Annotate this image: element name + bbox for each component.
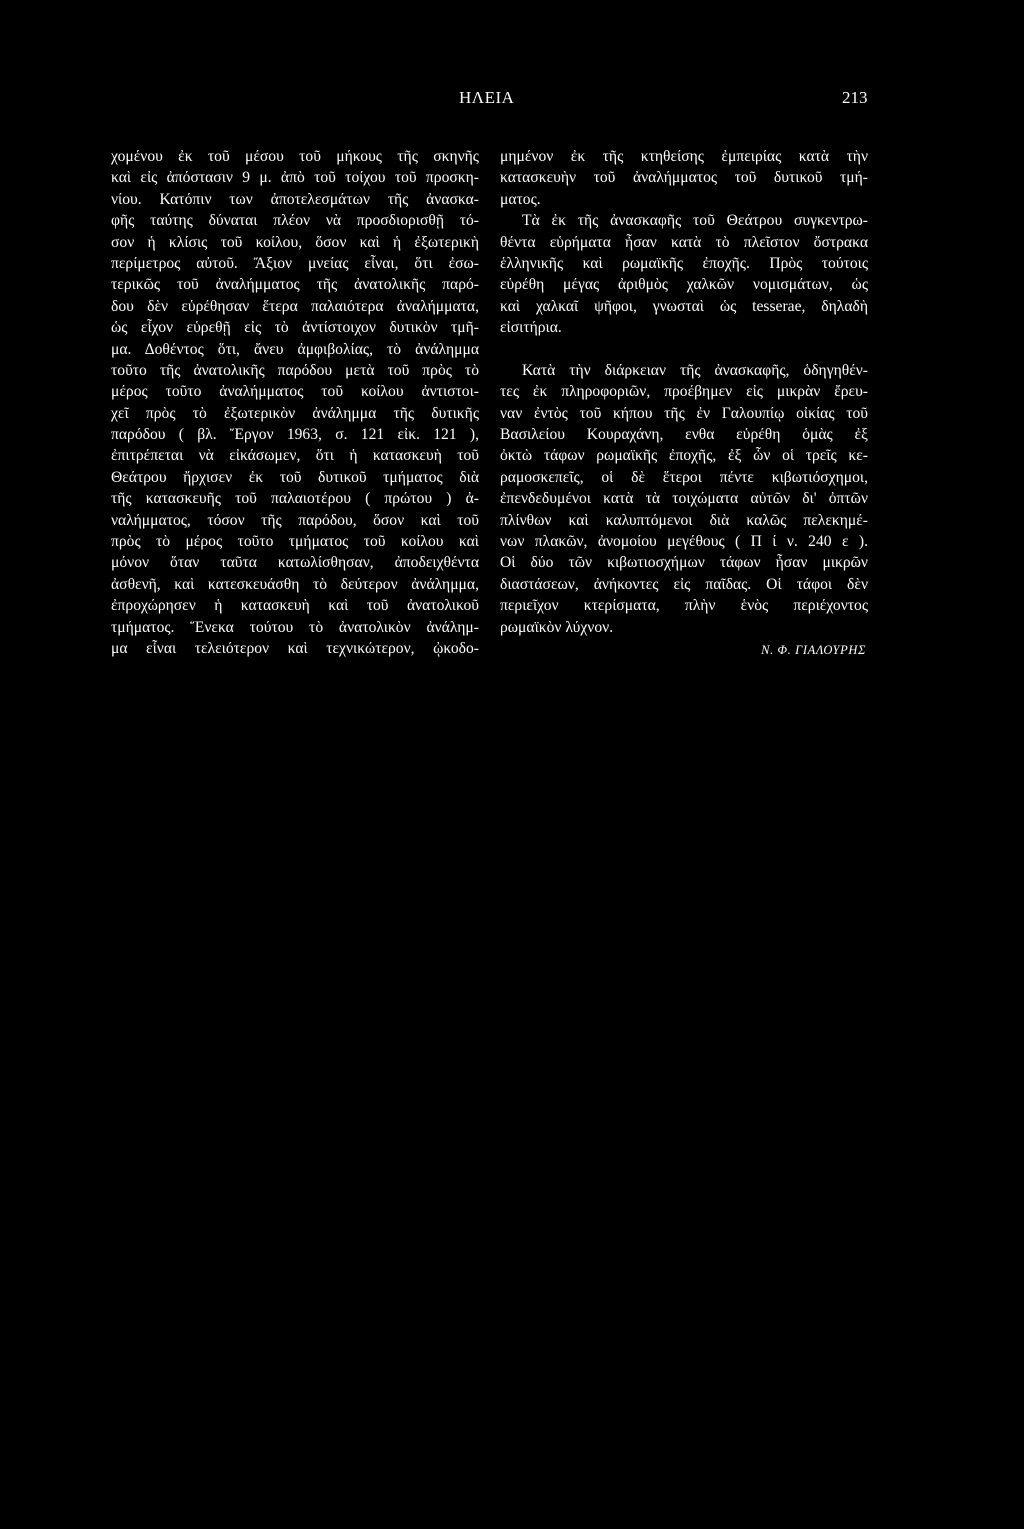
text-line: ὀκτὼ τάφων ρωμαϊκῆς ἐποχῆς, ἐξ ὧν οἱ τρεῖς κε-	[500, 447, 868, 465]
text-line: περιεῖχον κτερίσματα, πλὴν ἑνὸς περιέχοντος	[500, 597, 868, 615]
text-line: ἐπενδεδυμένοι κατὰ τὰ τοιχώματα αὐτῶν δι' ὀπτῶν	[500, 490, 868, 508]
text-line: μημένον ἐκ τῆς κτηθείσης ἐμπειρίας κατὰ τὴν	[500, 148, 868, 165]
text-line: θέντα εὑρήματα ἦσαν κατὰ τὸ πλεῖστον ὄστρακα	[500, 233, 868, 251]
text-line: ὡς εἶχον εὑρεθῇ εἰς τὸ ἀντίστοιχον δυτικὸν τμῆ-	[111, 319, 479, 337]
text-line: ματος.	[500, 190, 541, 208]
text-line: παρόδου ( βλ. Ἔργον 1963, σ. 121 εἰκ. 121 ),	[111, 426, 479, 444]
text-line: τῆς κατασκευῆς τοῦ παλαιοτέρου ( πρώτου ) ἀ-	[111, 490, 479, 508]
paragraph	[500, 210, 868, 338]
text-line: τερικῶς τοῦ ἀναλήμματος τῆς ἀνατολικῆς παρό-	[111, 276, 479, 294]
text-line: Κατὰ τὴν διάρκειαν τῆς ἀνασκαφῆς, ὁδηγηθέν-	[522, 361, 868, 379]
text-line: περίμετρος αὐτοῦ. Ἄξιον μνείας εἶναι, ὅτι ἐσω-	[111, 254, 479, 272]
text-line: πλίνθων καὶ καλυπτόμενοι διὰ καλῶς πελεκημέ-	[500, 511, 868, 529]
text-line: μέρος τοῦτο ἀναλήμματος τοῦ κοίλου ἀντιστοι-	[111, 383, 479, 401]
text-line: πρὸς τὸ μέρος τοῦτο τμήματος τοῦ κοίλου καὶ	[111, 533, 479, 551]
text-line: χομένου ἐκ τοῦ μέσου τοῦ μήκους τῆς σκηνῆς	[111, 148, 479, 165]
paragraph	[500, 146, 868, 210]
paragraph	[500, 360, 868, 638]
text-line: ρωμαϊκὸν λύχνον.	[500, 618, 614, 636]
text-line: ναν ἐντὸς τοῦ κήπου τῆς ἐν Γαλουπίῳ οἰκίας τοῦ	[500, 404, 868, 422]
text-line: φῆς ταύτης δύναται πλέον νὰ προσδιορισθῇ τό-	[111, 212, 479, 230]
text-line: Οἱ δύο τῶν κιβωτιοσχήμων τάφων ἦσαν μικρῶν	[500, 554, 868, 572]
text-line: καὶ χαλκαῖ ψῆφοι, γνωσταὶ ὡς tesserae, δηλαδὴ	[500, 297, 868, 315]
page-number: 213	[842, 88, 868, 107]
running-head	[0, 88, 1024, 112]
text-line: τες ἐκ πληροφοριῶν, προέβημεν εἰς μικρὰν ἔρευ-	[500, 383, 868, 401]
text-line: ἐπιτρέπεται νὰ εἰκάσωμεν, ὅτι ἡ κατασκευὴ τοῦ	[111, 447, 479, 465]
text-line: εἰσιτήρια.	[500, 319, 562, 337]
text-line: καὶ εἰς ἀπόστασιν 9 μ. ἀπὸ τοῦ τοίχου τοῦ προσκη-	[111, 169, 479, 187]
text-line: τοῦτο τῆς ἀνατολικῆς παρόδου μετὰ τοῦ πρὸς τὸ	[111, 361, 479, 379]
text-line: σον ἡ κλίσις τοῦ κοίλου, ὅσον καὶ ἡ ἐξωτερικὴ	[111, 233, 479, 251]
text-line: Βασιλείου Κουραχάνη, ενθα εὑρέθη ὁμὰς ἐξ	[500, 426, 868, 444]
text-line: ραμοσκεπεῖς, οἱ δὲ ἕτεροι πέντε κιβωτιόσχημοι,	[500, 468, 868, 486]
author-signature: Ν. Φ. ΓΙΑΛΟΥΡΗΣ	[761, 642, 866, 657]
text-line: χεῖ πρὸς τὸ ἐξωτερικὸν ἀνάλημμα τῆς δυτικῆς	[111, 404, 479, 422]
text-line: νων πλακῶν, ἀνομοίου μεγέθους ( Π ί ν. 240 ε ).	[500, 533, 868, 551]
text-line: Τὰ ἐκ τῆς ἀνασκαφῆς τοῦ Θεάτρου συγκεντρω-	[522, 212, 868, 230]
paragraph-gap	[500, 339, 868, 360]
text-line: ναλήμματος, τόσον τῆς παρόδου, ὅσον καὶ τοῦ	[111, 511, 479, 529]
right-column	[500, 146, 868, 661]
text-line: δου δὲν εὑρέθησαν ἕτερα παλαιότερα ἀναλήμματα,	[111, 297, 479, 315]
text-line: μα εἶναι τελειότερον καὶ τεχνικώτερον, ᾠκοδο-	[111, 639, 479, 657]
text-line: κατασκευὴν τοῦ ἀναλήμματος τοῦ δυτικοῦ τμή-	[500, 169, 868, 187]
text-line: Θεάτρου ἤρχισεν ἐκ τοῦ δυτικοῦ τμήματος διὰ	[111, 468, 479, 486]
left-column	[111, 146, 479, 659]
running-title: ΗΛΕΙΑ	[459, 88, 515, 107]
text-line: διαστάσεων, ἀνήκοντες εἰς παῖδας. Οἱ τάφοι δὲν	[500, 575, 868, 593]
text-line: μα. Δοθέντος ὅτι, ἄνευ ἀμφιβολίας, τὸ ἀνάλημμα	[111, 340, 479, 358]
text-line: μόνον ὅταν ταῦτα κατωλίσθησαν, ἀποδειχθέντα	[111, 554, 479, 572]
text-line: εὑρέθη μέγας ἀριθμὸς χαλκῶν νομισμάτων, ὡς	[500, 276, 868, 294]
text-line: νίου. Κατόπιν των ἀποτελεσμάτων τῆς ἀνασκα-	[111, 190, 479, 208]
text-line: ἑλληνικῆς καὶ ρωμαϊκῆς ἐποχῆς. Πρὸς τούτοις	[500, 254, 868, 272]
text-line: τμήματος. Ἕνεκα τούτου τὸ ἀνατολικὸν ἀνάλημ-	[111, 618, 479, 636]
text-line: ἐπροχώρησεν ἡ κατασκευὴ καὶ τοῦ ἀνατολικοῦ	[111, 597, 479, 615]
text-line: ἀσθενῆ, καὶ κατεσκευάσθη τὸ δεύτερον ἀνάλημμα,	[111, 575, 479, 593]
